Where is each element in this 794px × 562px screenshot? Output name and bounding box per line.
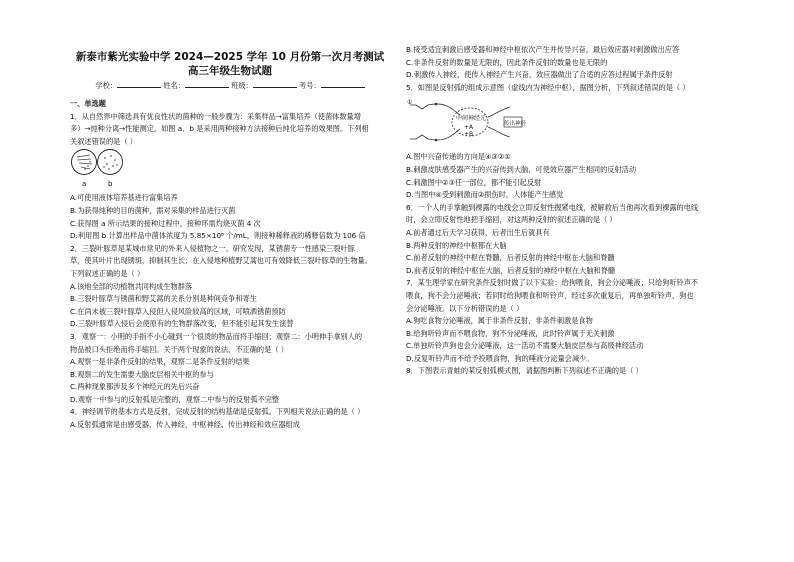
student-info-fields	[70, 80, 390, 92]
exam-title-line2: 高三年级生物试题	[188, 65, 272, 77]
question-line: 时，会立即反射性地把手缩回，对这两种反射的叙述正确的是（ ）	[406, 215, 617, 225]
question-line: B.刺激皮肤感受器产生的兴奋传到大脑，可使效应器产生相同的反射活动	[406, 164, 637, 174]
name-blank[interactable]	[185, 81, 229, 88]
reflex-arc-figure	[406, 95, 738, 149]
question-line: 下列叙述正确的是（ ）	[70, 268, 145, 278]
question-line: C.前者反射的神经中枢在脊髓，后者反射的神经中枢在大脑和脊髓	[406, 253, 615, 263]
question-line: D.当图中④受到刺激而②损伤时，人体能产生感觉	[406, 190, 564, 200]
question-line: A.前者通过后天学习获得，后者出生后就具有	[406, 227, 550, 237]
question-line: A.该地全部的动植物共同构成生物群落	[70, 281, 193, 291]
question-line: C.非条件反射的数量是无限的，因此条件反射的数量也是无限的	[406, 57, 608, 67]
question-line: D.刺激传入神经，使传入神经产生兴奋，效应器做出了合适的应答过程属于条件反射	[406, 70, 673, 80]
interneuron-label: 中间神经元	[456, 115, 487, 123]
question-line: 1．从自然界中筛选具有优良性状的菌种的一般步骤为：采集样品→富集培养（使菌体数量增	[70, 111, 361, 121]
question-line: C.获得图 a 所示结果的接种过程中，接种环需灼烧灭菌 4 次	[70, 218, 261, 228]
question-line: 多）→纯种分离→性能测定，如图 a、b 是采用两种接种方法接种后纯化培养的效果图。下列相	[70, 124, 369, 134]
question-line: 8．下图表示青蛙的某反射弧模式图，请据图判断下列叙述不正确的是（ ）	[406, 366, 643, 376]
school-label: 学校：	[95, 81, 117, 90]
question-line: 5．如图是反射弧的组成示意图（虚线内为神经中枢），据图分析，下列叙述错误的是（ ）	[406, 82, 690, 92]
question-line: 3．观察一：小明的手指不小心碰到一个很烫的物品而将手缩回；观察二：小明伸手拿别人的	[70, 331, 363, 341]
left-column	[70, 0, 390, 432]
exam-title-line1: 新泰市紫光实验中学 2024—2025 学年 10 月份第一次月考测试	[75, 51, 385, 63]
question-line: B.三裂叶豚草与锈菌和野艾蒿的关系分别是种间竞争和寄生	[70, 294, 257, 304]
name-label: 姓名：	[163, 81, 185, 90]
class-blank[interactable]	[253, 81, 297, 88]
plus-a-label: +A	[464, 124, 474, 132]
effector-label: 传出神经	[504, 121, 527, 128]
question-line: A.可使用液体培养基进行富集培养	[70, 193, 178, 203]
question-line: 会分泌唾液。以下分析错误的是（ ）	[406, 303, 524, 313]
question-line: 草，使其叶片出现锈斑，抑制其生长；在入侵地种植野艾蒿也可有效降低三裂叶豚草的生物量。	[70, 256, 372, 266]
question-line: D.三裂叶豚草入侵后会使原有的生物群落改变，但不能引起其发生演替	[70, 319, 294, 329]
question-line: B.为获得纯种的目的菌种，需对采集的样品进行灭菌	[70, 205, 236, 215]
question-line: A.狗吃食物分泌唾液，属于非条件反射，非条件刺激是食物	[406, 316, 593, 326]
question-line: A.图中兴奋传递的方向是④③②①	[406, 152, 511, 162]
question-line: 7．某生理学家在研究条件反射时做了以下实验：给狗喂食，狗会分泌唾液；只给狗听铃声不	[406, 278, 699, 288]
exam-no-blank[interactable]	[321, 81, 365, 88]
question-line: C.在尚未被三裂叶豚草入侵但入侵风险较高的区域，可喷洒锈菌预防	[70, 306, 286, 316]
receptor-label: ①	[407, 99, 413, 107]
question-line: C.刺激图中②③任一部位，都不能引起反射	[406, 177, 542, 187]
question-line: 4．神经调节的基本方式是反射，完成反射的结构基础是反射弧。下列相关说法正确的是（ ）	[70, 407, 365, 417]
question-line: 6．一个人的手掌触到裸露的电线会立即反射性握紧电线，被解救后当他再次看到裸露的电线	[406, 202, 699, 212]
section-heading: 一、单选题	[70, 99, 106, 108]
question-line: D.前者反射的神经中枢在大脑，后者反射的神经中枢在大脑和脊髓	[406, 265, 616, 275]
question-line: B.观察二的发生需要大脑皮层相关中枢的参与	[70, 369, 214, 379]
question-line: A.反射弧通常是由感受器、传入神经、中枢神经、传出神经和效应器组成	[70, 420, 300, 430]
question-line: B.给狗听铃声而不喂食物，狗不分泌唾液，此时铃声属于无关刺激	[406, 328, 615, 338]
exam-no-label: 考号：	[299, 81, 321, 90]
petri-dish-a-icon	[70, 148, 98, 176]
question-line: 物品被口头拒绝而将手缩回。关于两个现象的说法，不正确的是（ ）	[70, 344, 288, 354]
class-label: 班级：	[231, 81, 253, 90]
question-line: 2．三裂叶豚草是某城市常见的外来入侵植物之一。研究发现，某锈菌专一性感染三裂叶豚	[70, 243, 355, 253]
question-line: C.两种现象都涉及多个神经元的先后兴奋	[70, 382, 200, 392]
plus-b-label: +B	[464, 131, 474, 139]
petri-dish-figure	[70, 148, 390, 192]
petri-dish-b-icon	[96, 148, 124, 176]
question-line: 喂食，狗不会分泌唾液；若同时给狗喂食和听铃声，经过多次重复后，再单独听铃声，狗也	[406, 290, 694, 300]
figure-label-a: a	[82, 180, 87, 189]
question-line: D.反复听铃声而不给予投喂食物，狗的唾液分泌量会减少。	[406, 353, 594, 363]
question-line: B.接受适宜刺激后感受器和神经中枢依次产生并传导兴奋，最后效应器对刺激做出应答	[406, 45, 680, 54]
question-line: C.单独听铃声狗也会分泌唾液，这一活动不需要大脑皮层参与高级神经活动	[406, 341, 644, 351]
figure-label-b: b	[108, 180, 113, 189]
question-line: A.观察一是非条件反射的结果，观察二是条件反射的结果	[70, 357, 250, 367]
question-line: D.利用图 b 计算出样品中菌体浓度为 5.85×10⁸ 个/mL，则接种稀释液的稀释倍数为 106 倍	[70, 231, 366, 241]
school-blank[interactable]	[117, 81, 161, 88]
question-line: B.两种反射的神经中枢都在大脑	[406, 240, 507, 250]
question-line: D.观察一中参与的反射弧是完整的，观察二中参与的反射弧不完整	[70, 394, 280, 404]
right-column	[406, 44, 738, 378]
question-line: 关叙述错误的是（ ）	[70, 136, 137, 146]
